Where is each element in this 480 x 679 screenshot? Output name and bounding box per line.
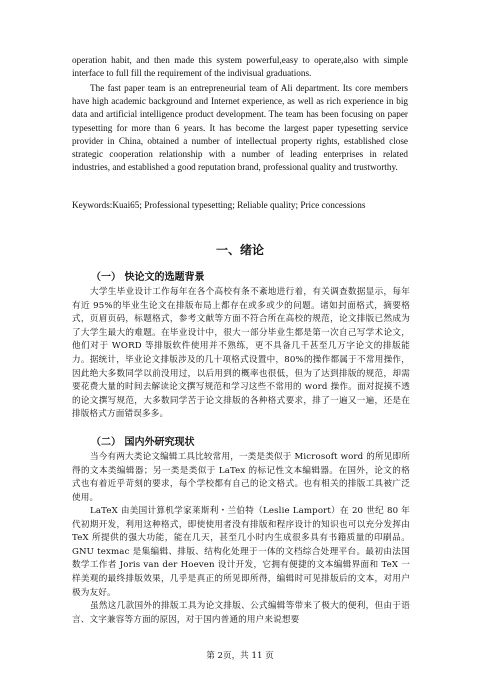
section-title-background: （一） 快论文的选题背景: [91, 272, 205, 283]
research-status-paragraph-1: 当今有两大类论文编辑工具比较常用，一类是类似于 Microsoft word 的所见即所得的文本类编辑器；另一类是类似于 LaTex 的标记性文本编辑器。在国外，论文的格式也有着近乎苛刻的要求，每个学校都有自己的论文格式。也有相关的排版工具被广泛使用。: [72, 452, 410, 503]
research-status-paragraph-3: 虽然这几款国外的排版工具为论文排版、公式编辑等带来了极大的便利，但由于语言、文字兼容等方面的原因，对于国内普通的用户来说想要: [72, 601, 410, 625]
keywords-line: Keywords:Kuai65; Professional typesetting; Reliable quality; Price concessions: [72, 200, 366, 210]
english-abstract-paragraph-2: The fast paper team is an entrepreneurial team of Ali department. Its core members have high academic background and Internet experience, as well as rich experience in big data and artificial intelligence product development. The team has been focusing on paper typesetting for more than 6 years. It has become the largest paper typesetting service provider in China, obtained a number of intellectual property rights, established close strategic cooperation relationship with a number of leading enterprises in related industries, and established a good reputation brand, professional quality and trustworthy.: [72, 83, 408, 173]
page-footer: 第 2页，共 11 页: [206, 651, 274, 661]
section-background-paragraph: 大学生毕业设计工作每年在各个高校有条不紊地进行着，有关调查数据显示，每年有近 95%的毕业生论文在排版布局上都存在或多或少的问题。诸如封面格式，摘要格式，页眉页码，标题格式，参考文献等方面不符合所在高校的规范，论文排版已然成为了大学生最大的难题。在毕业设计中，很大一部分毕业生都是第一次自己写学术论文，他们对于 WORD 等排版软件使用并不熟练，更不具备几千甚至几万字论文的排版能力。据统计，毕业论文排版涉及的几十项格式设置中，80%的操作都属于不常用操作，因此绝大多数同学以前没用过，以后用到的概率也很低，但为了达到排版的规范，却需要花费大量的时间去解读论文撰写规范和学习这些不常用的 word 操作。面对捉摸不透的论文撰写规范，大多数同学苦于论文排版的各种格式要求，排了一遍又一遍，还是在排版格式方面错误多多。: [72, 287, 410, 420]
english-abstract-paragraph-1: operation habit, and then made this system powerful,easy to operate,also with simple interface to full fill the requirement of the indivisual graduations.: [72, 55, 408, 79]
research-status-paragraph-2: LaTeX 由美国计算机学家莱斯利・兰伯特（Leslie Lamport）在 20 世纪 80 年代初期开发，利用这种格式，即使使用者没有排版和程序设计的知识也可以充分发挥由 TeX 所提供的强大功能，能在几天，甚至几小时内生成很多具有书籍质量的印刷品。GNU texmac 是集编辑、排版、结构化处理于一体的文档综合处理平台。最初由法国数学工作者 Joris van der Hoeven 设计开发，它拥有便捷的文本编辑界面和 TeX 一样美观的最终排版效果，几乎是真正的所见即所得，编辑时可见排版后的文本，对用户极为友好。: [72, 506, 410, 598]
chapter-title: 一、绪论: [215, 243, 264, 257]
section-title-research-status: （二） 国内外研究现状: [91, 437, 195, 448]
